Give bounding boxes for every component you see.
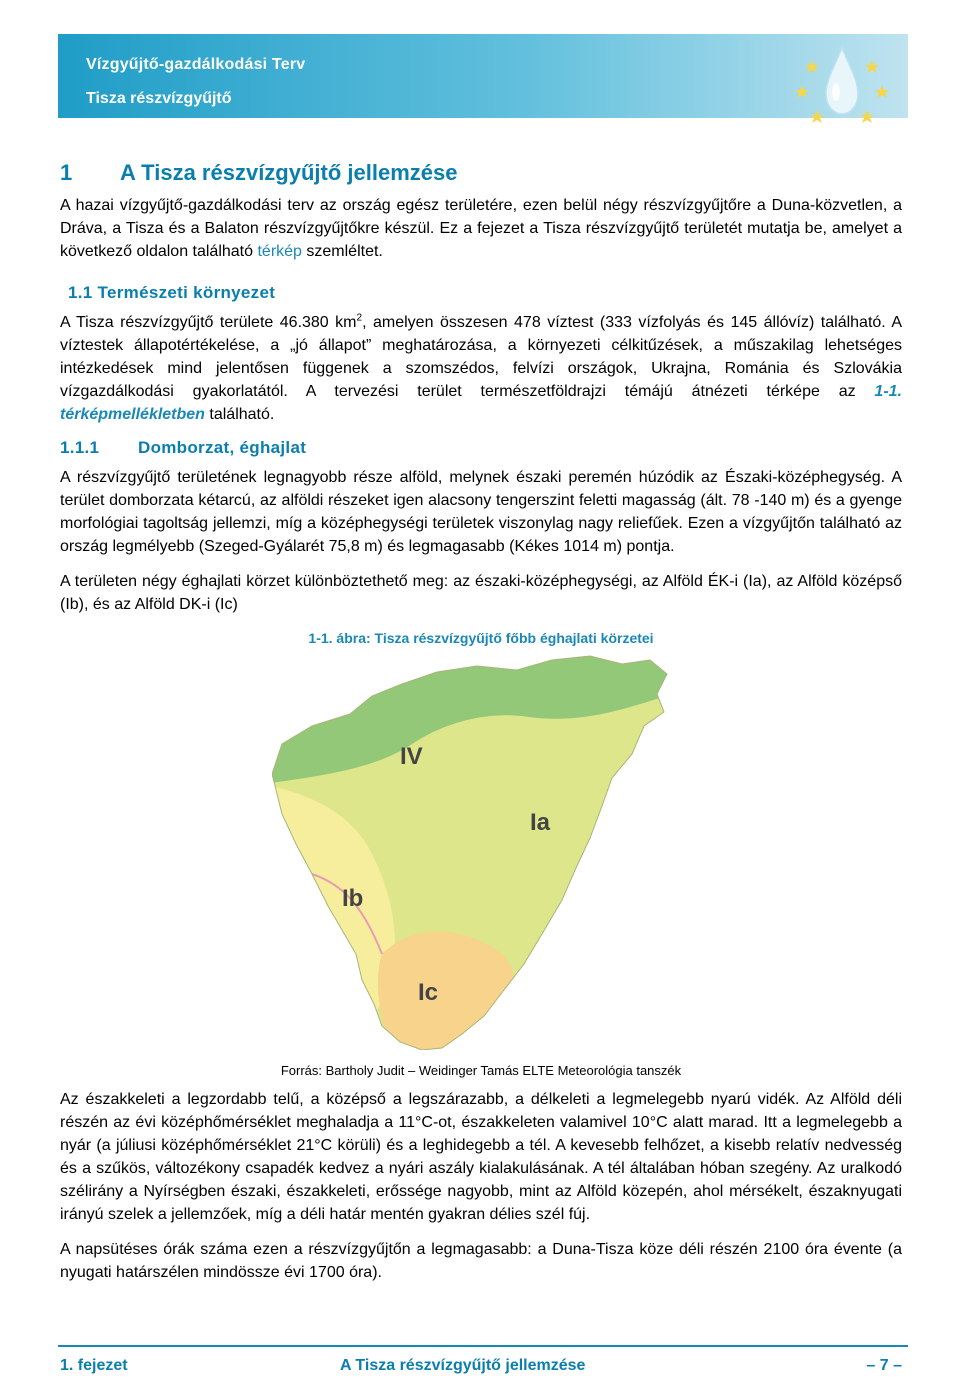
footer-divider [58,1345,908,1347]
figure-source: Forrás: Bartholy Judit – Weidinger Tamás ELTE Meteorológia tanszék [280,1063,682,1078]
map-link[interactable]: térkép [257,243,302,260]
climate-paragraph: Az északkeleti a legzordabb telű, a középső a legszárazabb, a délkeleti a legmelegebb nyarú vidék. Az Alföld déli részén az évi középhőmérséklet meghaladja a 11°C-ot, északkeleten valamivel 10°C alatt marad. Itt a legmelegebb a nyár (a júliusi középhőmérséklet 21°C körüli) és a leghidegebb a tél. A kevesebb felhőzet, a kisebb relatív nedvesség és a szűkös, változékony csapadék kedvez a nyári aszály kialakulásának. A tél általában hóban szegény. Az uralkodó szélirány a Nyírségben északi, északkeleti, erőssége nagyobb, mint az Alföld közepén, ahol mérsékelt, északnyugati irányú szelek a jellemzőek, míg a déli határ mentén gyakran délies szél fúj. [60,1091,902,1223]
footer-title: A Tisza részvízgyűjtő jellemzése [340,1357,586,1374]
page-number: – 7 – [866,1357,902,1374]
figure-caption: 1-1. ábra: Tisza részvízgyűjtő főbb éghajlati körzetei [308,630,654,646]
climate-zone-map [272,654,672,1050]
document-body [60,150,902,1284]
section-heading: 1 A Tisza részvízgyűjtő jellemzése [60,160,458,185]
relief-paragraph: A részvízgyűjtő területének legnagyobb része alföld, melynek északi peremén húzódik az Északi-középhegység. A terület domborzata kétarcú, az alföldi részeket igen alacsony tengerszint feletti magasság (ált. 78 -140 m) és a gyenge morfológiai tagoltság jellemzi, míg a középhegységi területek viszonylag nagy reliefűek. Ezen a vízgyűjtőn található az ország legmélyebb (Szeged-Gyálarét 75,8 m) és legmagasabb (Kékes 1014 m) pontja. [60,469,902,555]
zone-label-ia: Ia [530,809,551,836]
header-title: Vízgyűjtő-gazdálkodási Terv [86,56,306,73]
subsubsection-heading: 1.1.1 Domborzat, éghajlat [60,438,307,457]
zone-label-iv: IV [400,743,423,770]
header-subtitle: Tisza részvízgyűjtő [86,90,232,107]
subsection-heading: 1.1 Természeti környezet [68,283,276,302]
nature-paragraph: A Tisza részvízgyűjtő területe 46.380 $km^2$, amelyen összesen 478 víztest (333 vízfolyás és 145 állóvíz) található. A víztestek állapotértékelése, a „jó állapot” meghatározása, a környezeti célkitűzések, a műszakilag lehetséges intézkedések mind jelentősen függenek a szomszédos, felvízi országok, Ukrajna, Románia és Szlovákia vízgazdálkodási gyakorlatától. A tervezési terület természetföldrajzi témájú átnézeti térképe az 1-1. térképmellékletben található. [60,312,903,423]
map-annex-link[interactable]: 1-1. térképmellékletben [60,383,902,423]
zone-label-ib: Ib [342,885,364,912]
intro-paragraph: A hazai vízgyűjtő-gazdálkodási terv az ország egész területére, ezen belül négy részvízgyűjtőre a Duna-közvetlen, a Dráva, a Tisza és a Balaton részvízgyűjtőkre készül. Ez a fejezet a Tisza részvízgyűjtő területét mutatja be, amelyet a következő oldalon található térkép szemléltet. [60,197,902,260]
water-drop-logo-icon [782,40,902,130]
sunshine-paragraph: A napsütéses órák száma ezen a részvízgyűjtőn a legmagasabb: a Duna-Tisza köze déli részén 2100 óra évente (a nyugati határszélen mindössze évi 1700 óra). [60,1241,902,1281]
climate-zones-paragraph: A területen négy éghajlati körzet különböztethető meg: az északi-középhegységi, az Alföld ÉK-i (Ia), az Alföld középső (Ib), és az Alföld DK-i (Ic) [60,573,902,613]
footer-chapter: 1. fejezet [60,1357,128,1374]
zone-label-ic: Ic [418,979,439,1006]
